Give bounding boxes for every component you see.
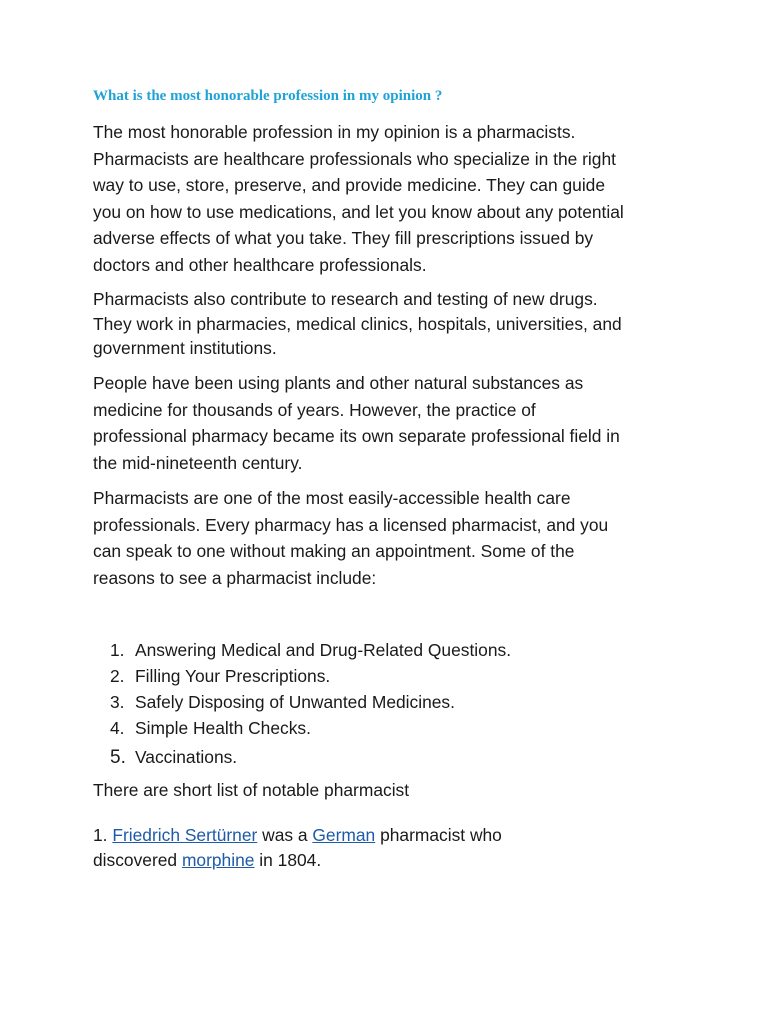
- list-item: [110, 689, 511, 715]
- list-number: 2.: [110, 666, 125, 686]
- list-item-text: Safely Disposing of Unwanted Medicines.: [135, 692, 455, 712]
- notable-line-1: [93, 823, 502, 848]
- friedrich-serturner-link[interactable]: Friedrich Sertürner: [112, 825, 258, 845]
- paragraph-line: can speak to one without making an appointment. Some of the: [93, 541, 575, 561]
- paragraph-line: way to use, store, preserve, and provide medicine. They can guide: [93, 175, 606, 196]
- paragraph-line: Pharmacists are one of the most easily-accessible health care: [93, 488, 571, 508]
- paragraph-line: doctors and other healthcare professionals.: [93, 254, 427, 275]
- entry-text: discovered: [93, 850, 182, 870]
- list-number: 5.: [110, 747, 126, 768]
- paragraph-accessibility: [93, 485, 693, 591]
- paragraph-line: adverse effects of what you take. They fill prescriptions issued by: [93, 228, 594, 249]
- list-item: [110, 715, 511, 741]
- german-link[interactable]: German: [312, 825, 376, 845]
- list-item-text: Filling Your Prescriptions.: [135, 666, 331, 686]
- list-item-text: Simple Health Checks.: [135, 718, 311, 738]
- paragraph-line: medicine for thousands of years. However, the practice of: [93, 399, 536, 420]
- paragraph-line: The most honorable profession in my opinion is a pharmacists.: [93, 122, 576, 142]
- list-item: [110, 663, 511, 689]
- paragraph-intro: [93, 119, 693, 279]
- list-item: [110, 637, 511, 663]
- list-item: [110, 741, 511, 771]
- list-number: 4.: [110, 718, 125, 738]
- morphine-link[interactable]: morphine: [181, 850, 255, 870]
- paragraph-line: professionals. Every pharmacy has a licensed pharmacist, and you: [93, 514, 609, 535]
- list-number: 1.: [110, 640, 125, 660]
- paragraph-line: you on how to use medications, and let you know about any potential: [93, 201, 624, 222]
- question-heading: What is the most honorable profession in my opinion ?: [93, 88, 443, 104]
- short-list-intro: There are short list of notable pharmacist: [93, 780, 410, 800]
- notable-pharmacist-entry: [93, 823, 502, 873]
- paragraph-line: reasons to see a pharmacist include:: [93, 567, 377, 588]
- paragraph-line: They work in pharmacies, medical clinics, hospitals, universities, and: [93, 313, 622, 334]
- list-item-text: Answering Medical and Drug-Related Questions.: [135, 640, 512, 660]
- list-item-text: Vaccinations.: [135, 747, 238, 767]
- paragraph-history: [93, 370, 693, 476]
- paragraph-line: professional pharmacy became its own separate professional field in: [93, 426, 620, 446]
- notable-line-2: [93, 848, 502, 873]
- paragraph-line: Pharmacists also contribute to research and testing of new drugs.: [93, 289, 598, 309]
- list-number: 3.: [110, 692, 125, 712]
- entry-text: in 1804.: [254, 850, 322, 870]
- paragraph-line: the mid-nineteenth century.: [93, 452, 303, 473]
- paragraph-line: People have been using plants and other natural substances as: [93, 373, 584, 393]
- paragraph-line: government institutions.: [93, 338, 277, 358]
- entry-text: pharmacist who: [375, 825, 502, 845]
- entry-text: was a: [257, 825, 313, 845]
- paragraph-line: Pharmacists are healthcare professionals who specialize in the right: [93, 148, 616, 169]
- reasons-list: [110, 637, 511, 771]
- paragraph-research: [93, 287, 693, 361]
- entry-number: 1.: [93, 825, 113, 845]
